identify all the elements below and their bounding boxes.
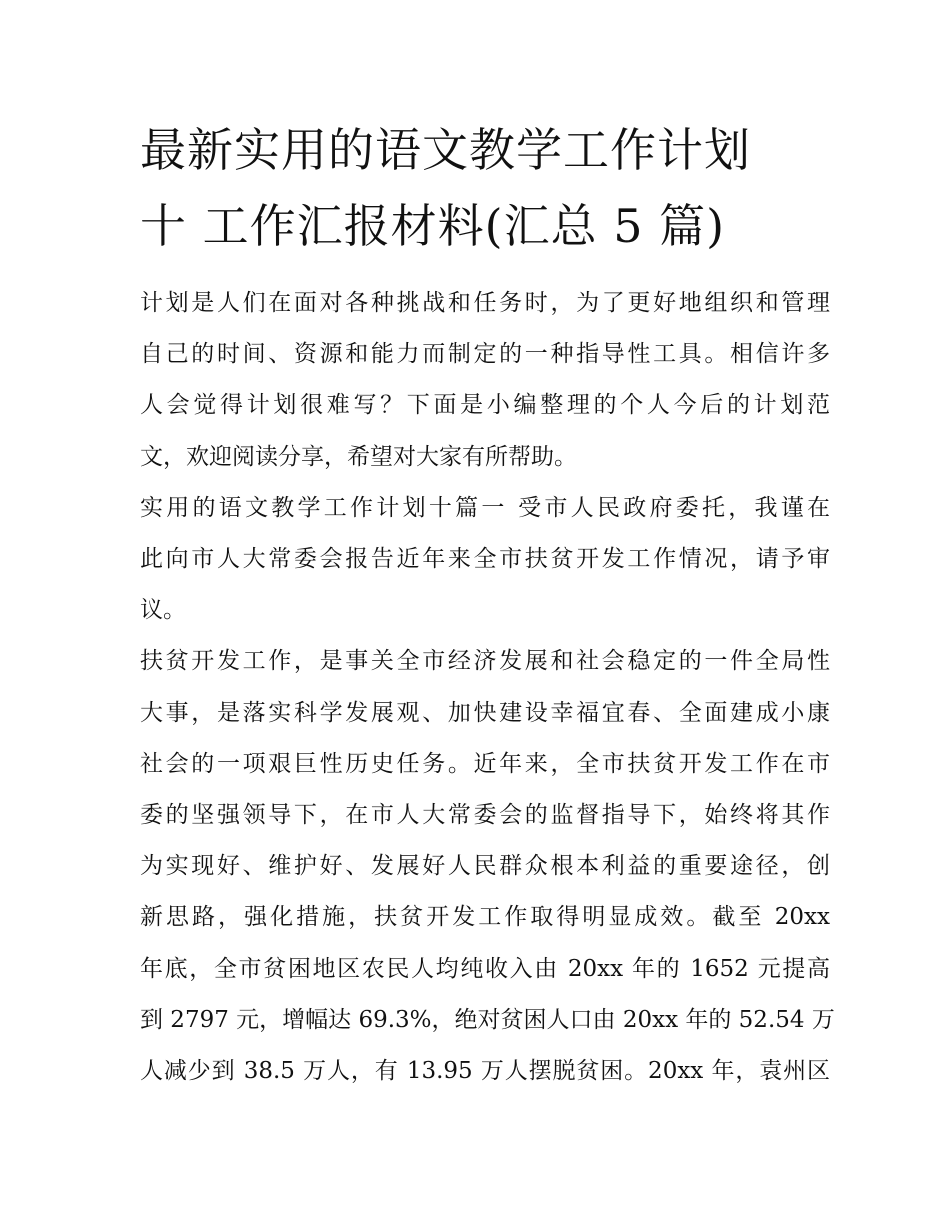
text-line: 文，欢迎阅读分享，希望对大家有所帮助。 [140,443,577,470]
document-title [140,112,830,264]
text-line: 计划是人们在面对各种挑战和任务时，为了更好地组织和管理 [140,290,830,316]
text-line: 人会觉得计划很难写？下面是小编整理的个人今后的计划范 [140,392,830,419]
intro-paragraph [140,278,830,483]
body-paragraph [140,636,835,1097]
text-line: 年底，全市贫困地区农民人均纯收入由 20xx 年的 1652 元提高 [140,955,830,982]
text-line: 社会的一项艰巨性历史任务。近年来，全市扶贫开发工作在市 [140,750,830,777]
text-line: 此向市人大常委会报告近年来全市扶贫开发工作情况，请予审 [140,546,830,573]
section-intro-paragraph [140,483,830,637]
text-line: 扶贫开发工作，是事关全市经济发展和社会稳定的一件全局性 [140,648,830,675]
text-line: 实用的语文教学工作计划十篇一 受市人民政府委托，我谨在 [140,494,830,521]
text-line: 委的坚强领导下，在市人大常委会的监督指导下，始终将其作 [140,802,830,829]
text-line: 议。 [140,597,186,624]
title-line: 十 工作汇报材料(汇总 5 篇) [140,199,726,253]
text-line: 到 2797 元，增幅达 69.3%，绝对贫困人口由 20xx 年的 52.54 万 [140,1006,835,1033]
title-line: 最新实用的语文教学工作计划 [140,123,751,177]
text-line: 新思路，强化措施，扶贫开发工作取得明显成效。截至 20xx [140,904,830,931]
text-line: 为实现好、维护好、发展好人民群众根本利益的重要途径，创 [140,853,830,880]
text-line: 大事，是落实科学发展观、加快建设幸福宜春、全面建成小康 [140,699,830,726]
document-body [140,278,835,1097]
text-line: 自己的时间、资源和能力而制定的一种指导性工具。相信许多 [140,341,830,368]
text-line: 人减少到 38.5 万人，有 13.95 万人摆脱贫困。20xx 年，袁州区 [140,1058,830,1085]
